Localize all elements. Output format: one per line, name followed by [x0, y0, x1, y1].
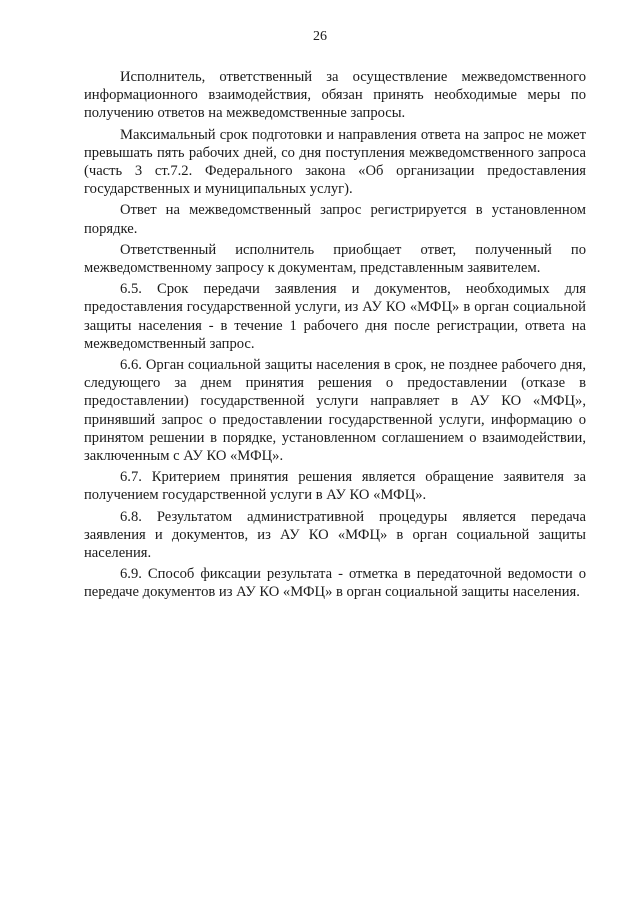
paragraph-interdepartmental-executor: Исполнитель, ответственный за осуществление межведомственного информационного взаимодействия, обязан принять необходимые меры по получению ответов на межведомственные запросы. [84, 69, 586, 122]
page-number: 26 [313, 29, 327, 44]
paragraph-max-response-term: Максимальный срок подготовки и направления ответа на запрос не может превышать пять рабочих дней, со дня поступления межведомственного запроса (часть 3 ст.7.2. Федерального закона «Об организации предоставления государственных и муниципальных услуг). [84, 126, 586, 198]
paragraph-response-attachment: Ответственный исполнитель приобщает ответ, полученный по межведомственному запросу к документам, представленным заявителем. [84, 241, 586, 277]
paragraph-6-7: 6.7. Критерием принятия решения является обращение заявителя за получением государственной услуги в АУ КО «МФЦ». [84, 469, 586, 504]
document-body [84, 68, 586, 605]
paragraph-response-registration: Ответ на межведомственный запрос регистрируется в установленном порядке. [84, 202, 586, 237]
paragraph-6-6: 6.6. Орган социальной защиты населения в срок, не позднее рабочего дня, следующего за днем принятия решения о предоставлении (отказе в предоставлении) государственной услуги направляет в АУ КО «МФЦ», принявший запрос о предоставлении государственной услуги, информацию о принятом решении в порядке, установленном соглашением о взаимодействии, заключенным с АУ КО «МФЦ». [84, 357, 586, 465]
paragraph-6-9: 6.9. Способ фиксации результата - отметка в передаточной ведомости о передаче документов из АУ КО «МФЦ» в орган социальной защиты населения. [84, 566, 586, 601]
paragraph-6-5: 6.5. Срок передачи заявления и документов, необходимых для предоставления государственной услуги, из АУ КО «МФЦ» в орган социальной защиты населения - в течение 1 рабочего дня после регистрации, ответа на межведомственный запрос. [84, 281, 586, 352]
paragraph-6-8: 6.8. Результатом административной процедуры является передача заявления и документов, из АУ КО «МФЦ» в орган социальной защиты населения. [84, 508, 586, 562]
